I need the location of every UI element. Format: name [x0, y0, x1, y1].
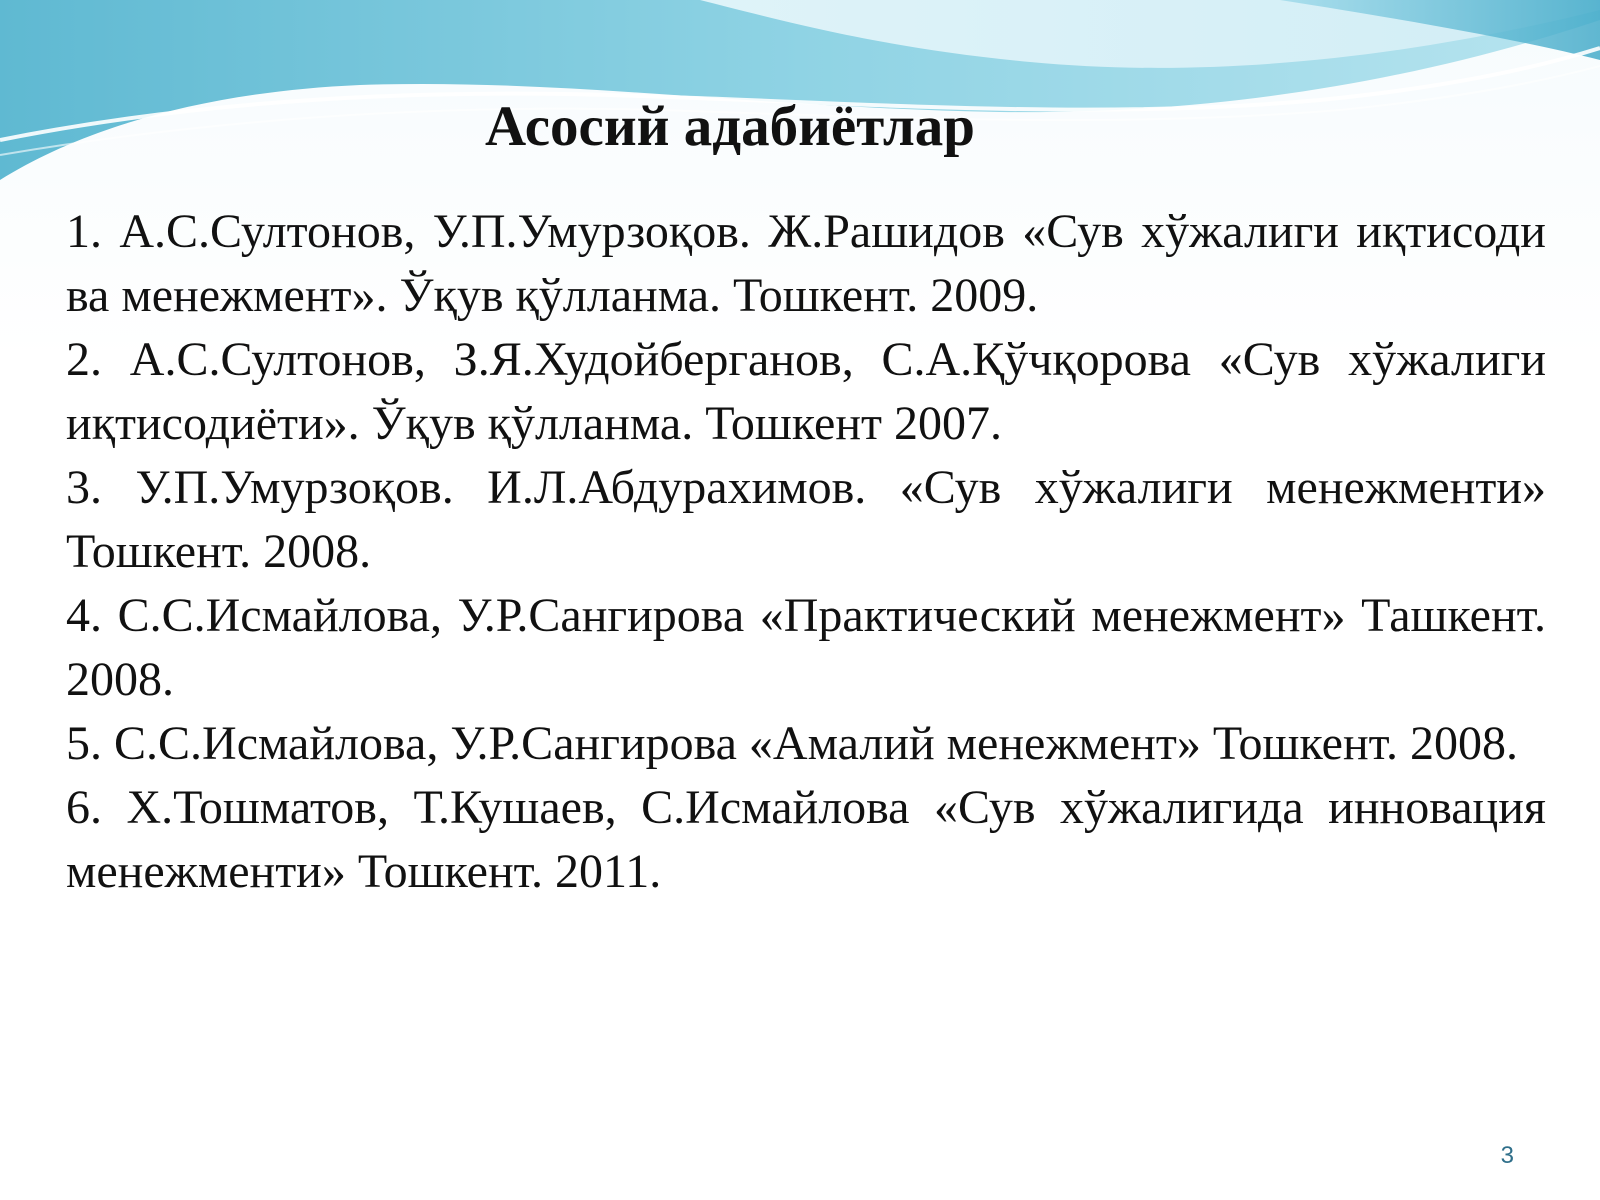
page-number: 3	[1500, 1142, 1514, 1169]
reference-list	[66, 200, 1546, 904]
reference-item: 1. А.С.Султонов, У.П.Умурзоқов. Ж.Рашидов «Сув хўжалиги иқтисоди ва менежмент». Ўқув қўлланма. Тошкент. 2009.	[66, 205, 1546, 322]
reference-item: 4. С.С.Исмайлова, У.Р.Сангирова «Практический менежмент» Ташкент. 2008.	[66, 589, 1546, 706]
slide-title: Асосий адабиётлар	[484, 95, 975, 158]
reference-item: 3. У.П.Умурзоқов. И.Л.Абдурахимов. «Сув хўжалиги менежменти» Тошкент. 2008.	[66, 461, 1546, 578]
reference-item: 2. А.С.Султонов, З.Я.Худойберганов, С.А.Қўчқорова «Сув хўжалиги иқтисодиёти». Ўқув қўлланма. Тошкент 2007.	[66, 333, 1546, 450]
reference-item: 6. Х.Тошматов, Т.Кушаев, С.Исмайлова «Сув хўжалигида инновация менежменти» Тошкент. 2011.	[66, 781, 1546, 898]
reference-item: 5. С.С.Исмайлова, У.Р.Сангирова «Амалий менежмент» Тошкент. 2008.	[66, 717, 1518, 770]
